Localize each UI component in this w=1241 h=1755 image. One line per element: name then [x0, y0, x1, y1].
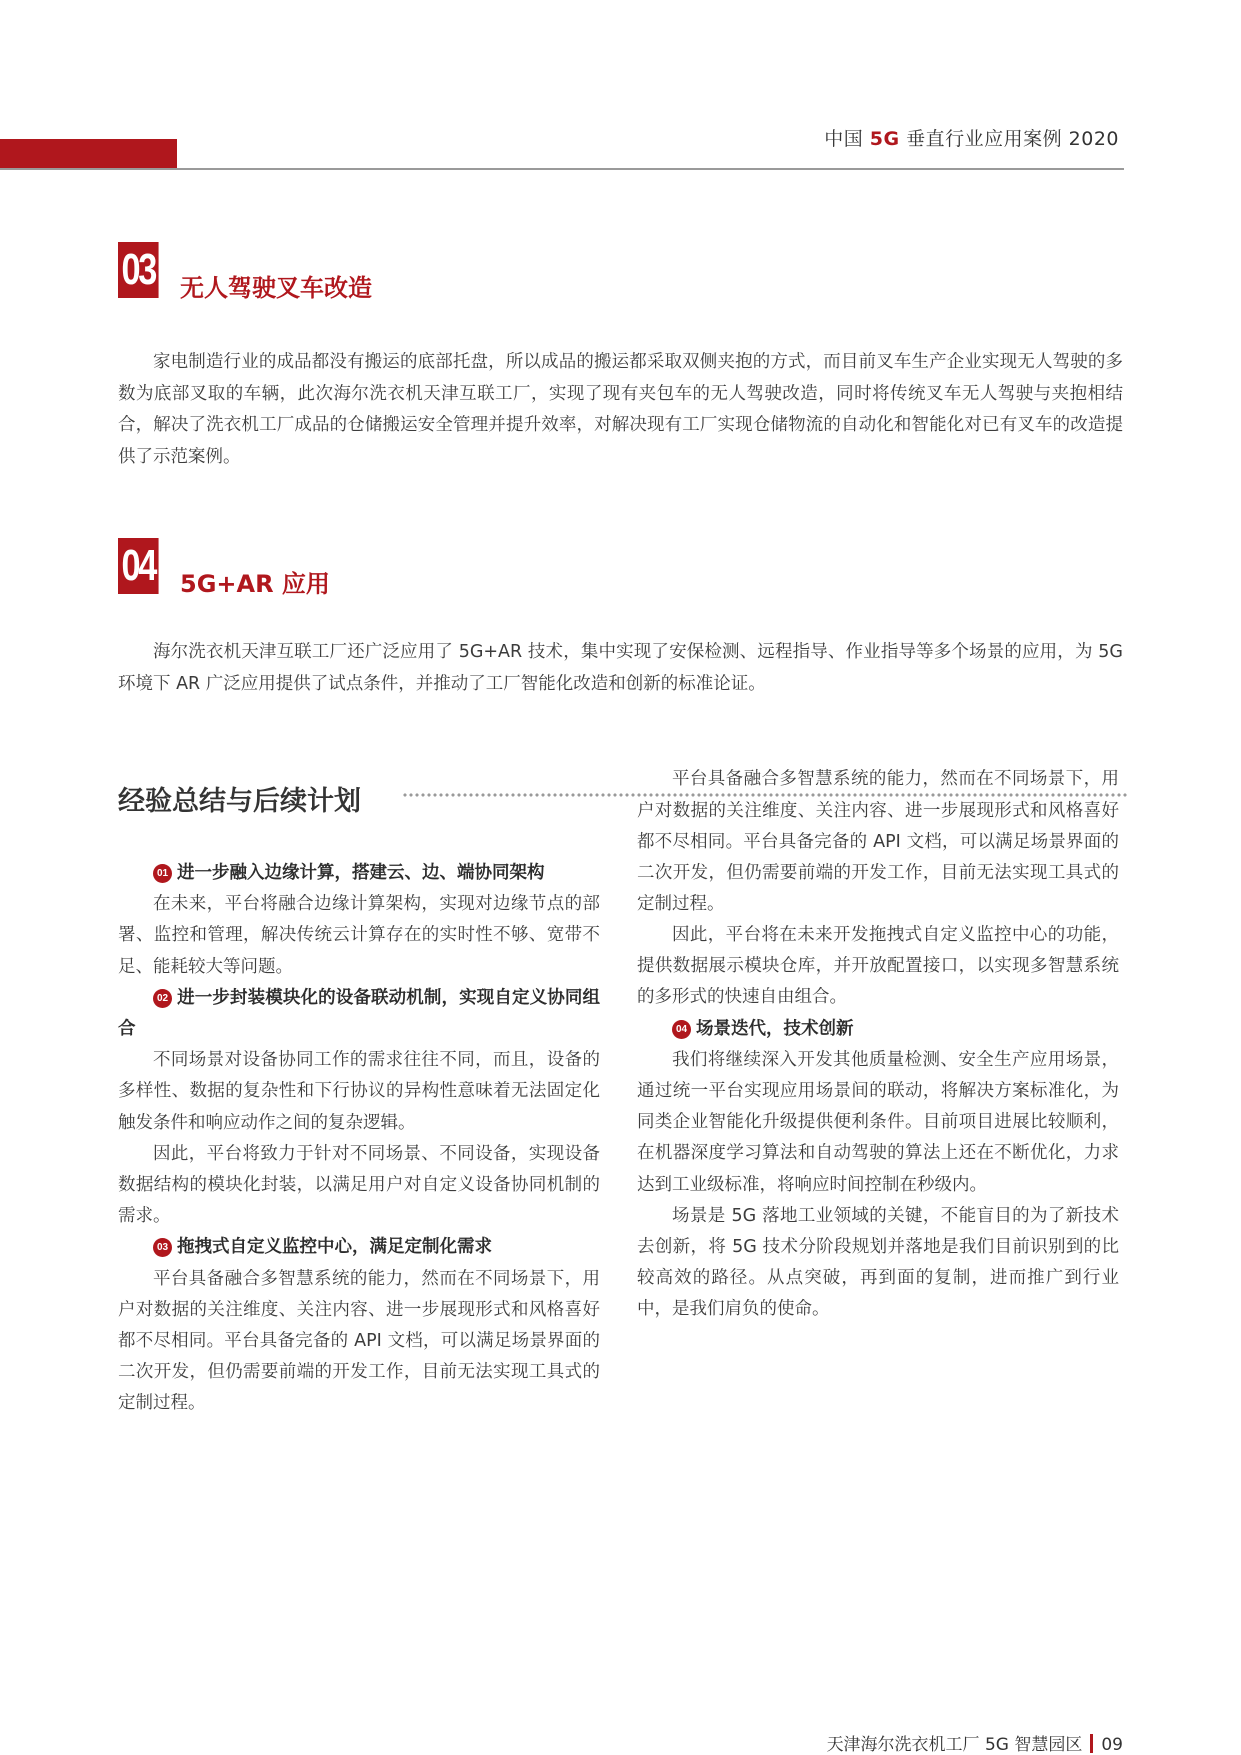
item-02-badge: 02 — [153, 989, 172, 1008]
section-03-number: 03 — [118, 242, 159, 298]
running-header — [824, 124, 1119, 151]
item-03-paragraph-1-part-b: 平台具备融合多智慧系统的能力，然而在不同场景下，用户对数据的关注维度、关注内容、进一步展现形式和风格喜好都不尽相同。平台具备完备的 API 文档，可以满足场景界面的二次开发，但仍需要前端的开发工作，目前无法实现工具式的定制过程。 — [637, 769, 1119, 915]
section-04-title: 5G+AR 应用 — [180, 570, 330, 598]
item-03-heading-text: 拖拽式自定义监控中心，满足定制化需求 — [177, 1237, 492, 1258]
summary-right-column — [637, 769, 1119, 1326]
page-footer — [827, 1730, 1123, 1755]
item-01-paragraph: 在未来，平台将融合边缘计算架构，实现对边缘节点的部署、监控和管理，解决传统云计算存在的实时性不够、宽带不足、能耗较大等问题。 — [118, 894, 600, 977]
section-04-number: 04 — [118, 538, 159, 594]
header-title-pre: 中国 — [824, 128, 870, 150]
item-03-heading — [118, 1232, 600, 1263]
item-01-heading — [118, 858, 600, 889]
header-title-post: 垂直行业应用案例 2020 — [899, 128, 1119, 150]
header-title-highlight: 5G — [869, 128, 900, 150]
item-03-continuation — [637, 769, 1119, 920]
item-04-paragraph-2: 场景是 5G 落地工业领域的关键，不能盲目的为了新技术去创新，将 5G 技术分阶段规划并落地是我们目前识别到的比较高效的路径。从点突破，再到面的复制，进而推广到行业中，是我们肩负的使命。 — [637, 1205, 1119, 1320]
item-02-paragraph-1: 不同场景对设备协同工作的需求往往不同，而且，设备的多样性、数据的复杂性和下行协议的异构性意味着无法固定化触发条件和响应动作之间的复杂逻辑。 — [118, 1050, 600, 1133]
item-04-heading-text: 场景迭代，技术创新 — [696, 1018, 854, 1039]
footer-text: 天津海尔洗衣机工厂 5G 智慧园区 — [826, 1735, 1083, 1755]
section-03-title: 无人驾驶叉车改造 — [180, 274, 372, 302]
item-04-badge: 04 — [672, 1020, 691, 1039]
item-02-heading — [118, 983, 600, 1045]
header-accent-bar — [0, 139, 177, 169]
section-04-body: 海尔洗衣机天津互联工厂还广泛应用了 5G+AR 技术，集中实现了安保检测、远程指导、作业指导等多个场景的应用，为 5G 环境下 AR 广泛应用提供了试点条件，并推动了工厂智能化改造和创新的标准论证。 — [118, 642, 1123, 694]
item-03-badge: 03 — [153, 1238, 172, 1257]
item-04-paragraph-1: 我们将继续深入开发其他质量检测、安全生产应用场景，通过统一平台实现应用场景间的联动，将解决方案标准化，为同类企业智能化升级提供便利条件。目前项目进展比较顺利，在机器深度学习算法和自动驾驶的算法上还在不断优化，力求达到工业级标准，将响应时间控制在秒级内。 — [637, 1049, 1119, 1195]
item-03-paragraph-1-part-a: 平台具备融合多智慧系统的能力，然而在不同场景下，用户对数据的关注维度、关注内容、进一步展现形式和风格喜好都不尽相同。平台具备完备的 API 文档，可以满足场景界面的二次开发，但仍需要前端的开发工作，目前无法实现工具式的定制过程。 — [118, 1268, 600, 1414]
header-rule — [0, 168, 1124, 170]
item-04-heading — [637, 1014, 1119, 1045]
summary-title: 经验总结与后续计划 — [118, 786, 361, 817]
item-01-heading-text: 进一步融入边缘计算，搭建云、边、端协同架构 — [177, 863, 545, 883]
item-03-paragraph-2: 因此，平台将在未来开发拖拽式自定义监控中心的功能，提供数据展示模块仓库，并开放配置接口，以实现多智慧系统的多形式的快速自由组合。 — [637, 925, 1119, 1008]
summary-left-column — [118, 858, 600, 1414]
item-02-paragraph-2: 因此，平台将致力于针对不同场景、不同设备，实现设备数据结构的模块化封装，以满足用户对自定义设备协同机制的需求。 — [118, 1143, 600, 1227]
footer-separator — [1090, 1734, 1093, 1753]
item-02-heading-text: 进一步封装模块化的设备联动机制，实现自定义协同组合 — [118, 987, 600, 1040]
item-01-badge: 01 — [153, 864, 172, 883]
section-03-body: 家电制造行业的成品都没有搬运的底部托盘，所以成品的搬运都采取双侧夹抱的方式，而目前叉车生产企业实现无人驾驶的多数为底部叉取的车辆，此次海尔洗衣机天津互联工厂，实现了现有夹包车的无人驾驶改造，同时将传统叉车无人驾驶与夹抱相结合，解决了洗衣机工厂成品的仓储搬运安全管理并提升效率，对解决现有工厂实现仓储物流的自动化和智能化对已有叉车的改造提供了示范案例。 — [118, 352, 1123, 467]
page-number: 09 — [1101, 1735, 1123, 1755]
